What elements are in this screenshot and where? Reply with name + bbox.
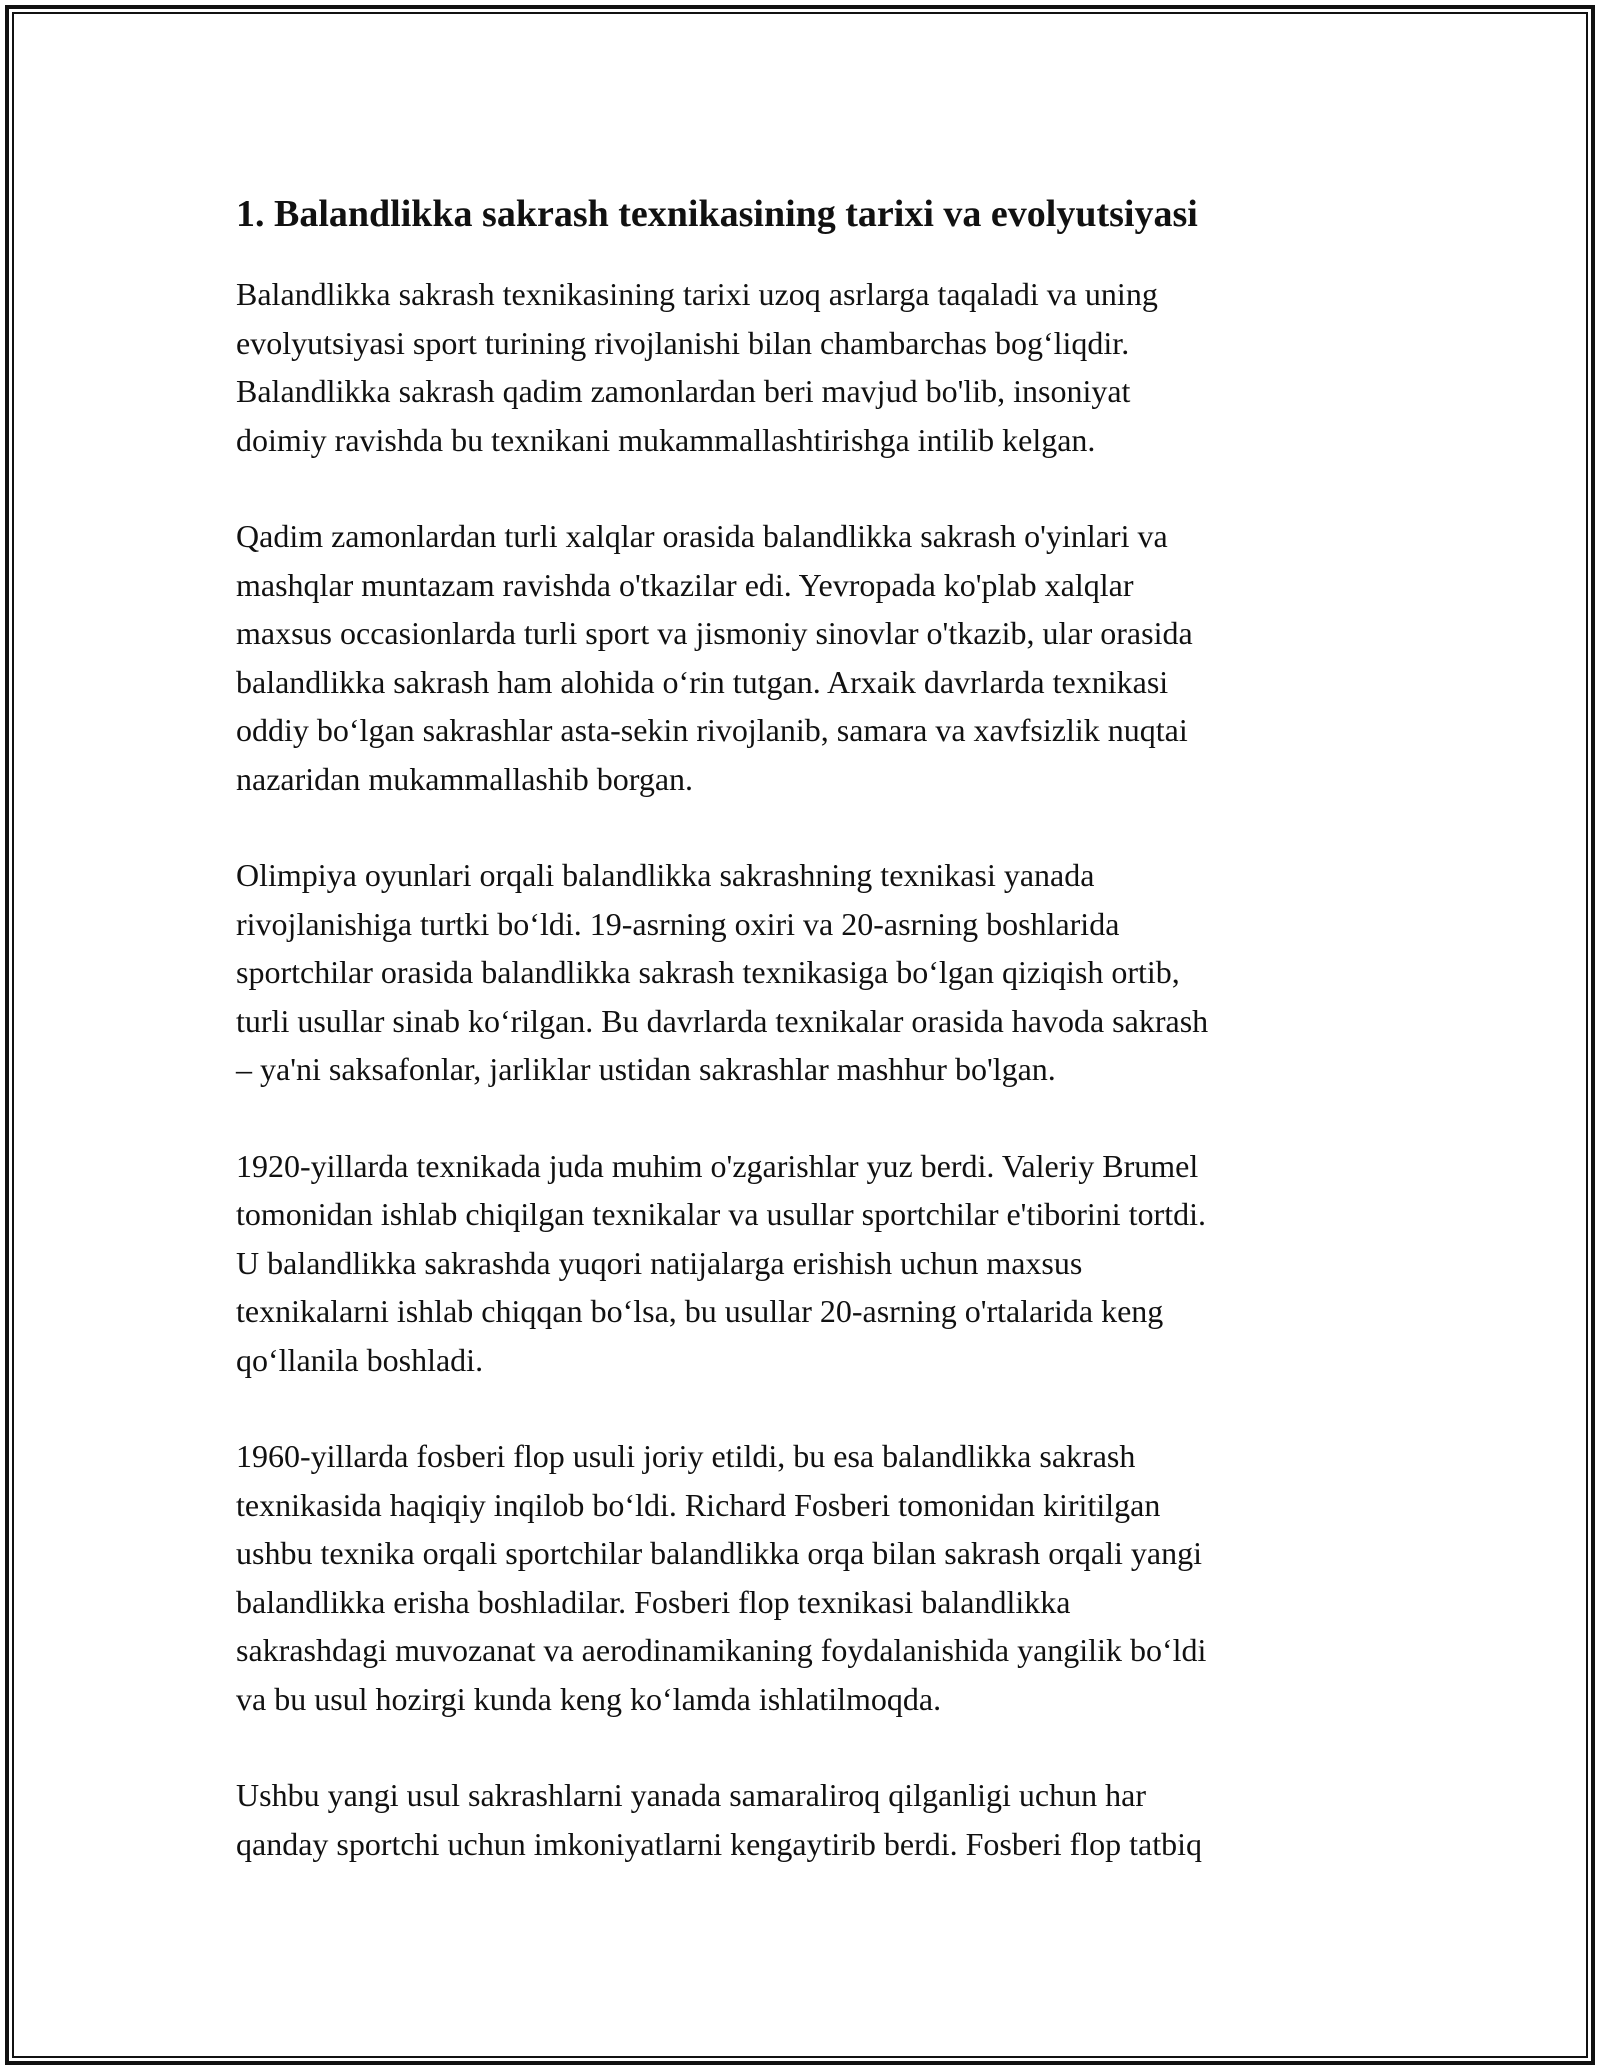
text-line: mashqlar muntazam ravishda o'tkazilar edi. Yevropada ko'plab xalqlar	[236, 566, 1134, 603]
text-line: texnikasida haqiqiy inqilob bo‘ldi. Richard Fosberi tomonidan kiritilgan	[236, 1486, 1161, 1523]
text-line: qo‘llanila boshladi.	[236, 1341, 484, 1378]
text-line: nazaridan mukammallashib borgan.	[236, 760, 694, 797]
text-line: – ya'ni saksafonlar, jarliklar ustidan sakrashlar mashhur bo'lgan.	[236, 1051, 1056, 1087]
text-line: ushbu texnika orqali sportchilar balandlikka orqa bilan sakrash orqali yangi	[236, 1535, 1202, 1571]
text-line: sakrashdagi muvozanat va aerodinamikaning foydalanishida yangilik bo‘ldi	[236, 1632, 1207, 1668]
text-line: qanday sportchi uchun imkoniyatlarni kengaytirib berdi. Fosberi flop tatbiq	[236, 1825, 1203, 1862]
paragraph	[236, 851, 1366, 1094]
text-line: tomonidan ishlab chiqilgan texnikalar va usullar sportchilar e'tiborini tortdi.	[236, 1196, 1206, 1232]
paragraph	[236, 270, 1366, 464]
text-line: oddiy bo‘lgan sakrashlar asta-sekin rivojlanib, samara va xavfsizlik nuqtai	[236, 712, 1188, 748]
text-line: Ushbu yangi usul sakrashlarni yanada samaraliroq qilganligi uchun har	[236, 1777, 1146, 1813]
text-line: balandlikka sakrash ham alohida o‘rin tutgan. Arxaik davrlarda texnikasi	[236, 663, 1169, 700]
text-line: Balandlikka sakrash texnikasining tarixi uzoq asrlarga taqaladi va uning	[236, 276, 1158, 312]
text-line: turli usullar sinab ko‘rilgan. Bu davrlarda texnikalar orasida havoda sakrash	[236, 1002, 1209, 1039]
paragraph	[236, 512, 1366, 803]
text-line: balandlikka erisha boshladilar. Fosberi flop texnikasi balandlikka	[236, 1583, 1071, 1620]
text-line: texnikalarni ishlab chiqqan bo‘lsa, bu usullar 20-asrning o'rtalarida keng	[236, 1293, 1164, 1329]
paragraph	[236, 1142, 1366, 1385]
section-heading: 1. Balandlikka sakrash texnikasining tarixi va evolyutsiyasi	[236, 193, 1198, 235]
text-line: va bu usul hozirgi kunda keng ko‘lamda ishlatilmoqda.	[236, 1680, 942, 1717]
paragraph	[236, 1432, 1366, 1723]
text-line: Olimpiya oyunlari orqali balandlikka sakrashning texnikasi yanada	[236, 857, 1095, 893]
text-line: 1960-yillarda fosberi flop usuli joriy etildi, bu esa balandlikka sakrash	[236, 1438, 1136, 1474]
text-line: rivojlanishiga turtki bo‘ldi. 19-asrning oxiri va 20-asrning boshlarida	[236, 905, 1120, 942]
text-line: U balandlikka sakrashda yuqori natijalarga erishish uchun maxsus	[236, 1244, 1083, 1281]
paragraph	[236, 1771, 1366, 1868]
text-line: sportchilar orasida balandlikka sakrash texnikasiga bo‘lgan qiziqish ortib,	[236, 954, 1180, 990]
text-line: maxsus occasionlarda turli sport va jismoniy sinovlar o'tkazib, ular orasida	[236, 615, 1193, 651]
text-line: Balandlikka sakrash qadim zamonlardan beri mavjud bo'lib, insoniyat	[236, 373, 1131, 409]
text-line: evolyutsiyasi sport turining rivojlanishi bilan chambarchas bog‘liqdir.	[236, 324, 1130, 361]
document-page	[236, 186, 1366, 1916]
text-line: 1920-yillarda texnikada juda muhim o'zgarishlar yuz berdi. Valeriy Brumel	[236, 1147, 1199, 1184]
text-line: doimiy ravishda bu texnikani mukammallashtirishga intilib kelgan.	[236, 421, 1096, 458]
text-line: Qadim zamonlardan turli xalqlar orasida balandlikka sakrash o'yinlari va	[236, 518, 1168, 554]
